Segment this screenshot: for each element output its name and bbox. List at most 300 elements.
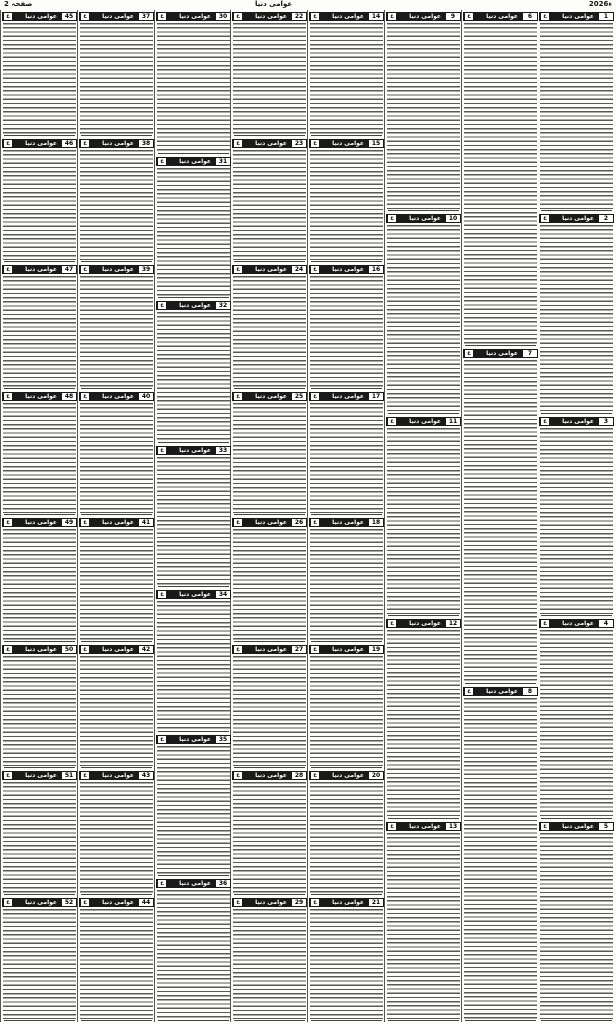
ad-number: 18 bbox=[369, 519, 383, 526]
masthead bbox=[0, 0, 616, 10]
brand-logo-icon: ع bbox=[4, 140, 12, 147]
ad-brand: عوامی دنیا bbox=[25, 266, 57, 273]
ad-body-text bbox=[80, 529, 153, 640]
brand-logo-icon: ع bbox=[541, 418, 549, 425]
ad-number: 46 bbox=[62, 140, 76, 147]
ad-body-text bbox=[233, 656, 306, 767]
brand-logo-icon: ع bbox=[81, 140, 89, 147]
ad-brand: عوامی دنیا bbox=[562, 417, 594, 425]
ad-body-text bbox=[3, 529, 76, 640]
ad-divider bbox=[81, 894, 152, 895]
ad-divider bbox=[234, 641, 305, 642]
ad-brand: عوامی دنیا bbox=[409, 620, 441, 628]
ad-header bbox=[309, 392, 384, 401]
ad-body-text bbox=[310, 909, 383, 1020]
ad-brand: عوامی دنیا bbox=[255, 392, 287, 400]
ad-number: 44 bbox=[139, 899, 153, 906]
ad-divider bbox=[234, 135, 305, 136]
brand-logo-icon: ع bbox=[311, 140, 319, 147]
ad-number: 16 bbox=[369, 266, 383, 273]
ad-body-text bbox=[233, 150, 306, 261]
ad-divider bbox=[465, 683, 536, 684]
ad-body-text bbox=[310, 782, 383, 893]
ad-brand: عوامی دنیا bbox=[179, 302, 211, 310]
brand-logo-icon: ع bbox=[4, 519, 12, 526]
ad-number: 34 bbox=[216, 591, 230, 598]
ad-header bbox=[309, 518, 384, 527]
brand-logo-icon: ع bbox=[81, 13, 89, 20]
ad-body-text bbox=[310, 276, 383, 387]
ad-body-text bbox=[80, 782, 153, 893]
ad-brand: عوامی دنیا bbox=[255, 139, 287, 147]
ad-divider bbox=[541, 615, 612, 616]
ad-body-text bbox=[233, 909, 306, 1020]
ad-header bbox=[79, 139, 154, 148]
ad-body-text bbox=[464, 360, 537, 681]
ad-body-text bbox=[233, 403, 306, 514]
ad-brand: عوامی دنیا bbox=[102, 645, 134, 653]
ad-header bbox=[2, 265, 77, 274]
ad-divider bbox=[4, 767, 75, 768]
ad-header bbox=[386, 417, 461, 426]
ad-brand: عوامی دنیا bbox=[562, 215, 594, 223]
ad-brand: عوامی دنیا bbox=[25, 772, 57, 779]
brand-logo-icon: ع bbox=[388, 620, 396, 627]
ad-brand: عوامی دنیا bbox=[179, 157, 211, 165]
ad-body-text bbox=[3, 150, 76, 261]
ad-body-text bbox=[157, 312, 230, 441]
ad-brand: عوامی دنیا bbox=[179, 13, 211, 20]
ad-number: 9 bbox=[446, 13, 460, 20]
ad-brand: عوامی دنیا bbox=[179, 735, 211, 743]
ad-number: 25 bbox=[292, 393, 306, 400]
ad-header bbox=[156, 446, 231, 455]
brand-logo-icon: ع bbox=[311, 646, 319, 653]
brand-logo-icon: ع bbox=[311, 13, 319, 20]
ad-number: 23 bbox=[292, 140, 306, 147]
ad-divider bbox=[311, 388, 382, 389]
ad-brand: عوامی دنیا bbox=[102, 13, 134, 20]
column-4 bbox=[307, 10, 385, 1022]
ad-brand: عوامی دنیا bbox=[25, 645, 57, 653]
ad-body-text bbox=[3, 23, 76, 134]
ad-header bbox=[386, 822, 461, 831]
ad-number: 19 bbox=[369, 646, 383, 653]
ad-body-text bbox=[387, 833, 460, 1019]
ad-brand: عوامی دنیا bbox=[25, 13, 57, 20]
brand-logo-icon: ع bbox=[81, 393, 89, 400]
ad-brand: عوامی دنیا bbox=[179, 446, 211, 454]
ad-body-text bbox=[387, 23, 460, 209]
ad-divider bbox=[158, 586, 229, 587]
ad-header bbox=[2, 12, 77, 21]
ad-header bbox=[2, 392, 77, 401]
ad-divider bbox=[81, 388, 152, 389]
brand-logo-icon: ع bbox=[81, 266, 89, 273]
ad-header bbox=[156, 157, 231, 166]
ad-header bbox=[539, 417, 614, 426]
brand-logo-icon: ع bbox=[158, 13, 166, 20]
ad-brand: عوامی دنیا bbox=[332, 772, 364, 779]
ad-number: 29 bbox=[292, 899, 306, 906]
brand-logo-icon: ع bbox=[234, 772, 242, 779]
ad-header bbox=[539, 822, 614, 831]
ad-number: 8 bbox=[523, 688, 537, 695]
brand-logo-icon: ع bbox=[158, 302, 166, 309]
ad-divider bbox=[311, 1020, 382, 1021]
ad-header bbox=[156, 735, 231, 744]
brand-logo-icon: ع bbox=[311, 393, 319, 400]
ad-brand: عوامی دنیا bbox=[25, 519, 57, 526]
ad-number: 52 bbox=[62, 899, 76, 906]
ad-divider bbox=[541, 1020, 612, 1021]
ad-brand: عوامی دنیا bbox=[562, 13, 594, 20]
ad-header bbox=[156, 879, 231, 888]
ad-body-text bbox=[80, 909, 153, 1020]
ad-brand: عوامی دنیا bbox=[486, 13, 518, 20]
ad-number: 43 bbox=[139, 772, 153, 779]
ad-body-text bbox=[3, 909, 76, 1020]
ad-number: 37 bbox=[139, 13, 153, 20]
ad-brand: عوامی دنیا bbox=[255, 266, 287, 273]
ad-divider bbox=[158, 875, 229, 876]
ad-brand: عوامی دنیا bbox=[25, 898, 57, 906]
ad-number: 15 bbox=[369, 140, 383, 147]
brand-logo-icon: ع bbox=[4, 393, 12, 400]
ad-number: 2 bbox=[599, 215, 613, 222]
ad-body-text bbox=[233, 529, 306, 640]
ad-brand: عوامی دنیا bbox=[25, 139, 57, 147]
ad-number: 32 bbox=[216, 302, 230, 309]
brand-logo-icon: ع bbox=[4, 899, 12, 906]
ad-number: 36 bbox=[216, 880, 230, 887]
ad-divider bbox=[4, 388, 75, 389]
ad-brand: عوامی دنیا bbox=[332, 898, 364, 906]
ad-header bbox=[232, 771, 307, 780]
ad-brand: عوامی دنیا bbox=[332, 645, 364, 653]
ad-header bbox=[2, 645, 77, 654]
ad-number: 38 bbox=[139, 140, 153, 147]
ad-header bbox=[539, 214, 614, 223]
ad-divider bbox=[81, 514, 152, 515]
column-1 bbox=[538, 10, 615, 1022]
ad-divider bbox=[4, 135, 75, 136]
ad-number: 24 bbox=[292, 266, 306, 273]
brand-logo-icon: ع bbox=[4, 646, 12, 653]
brand-logo-icon: ع bbox=[234, 140, 242, 147]
ad-number: 41 bbox=[139, 519, 153, 526]
ad-number: 39 bbox=[139, 266, 153, 273]
ad-header bbox=[2, 898, 77, 907]
brand-logo-icon: ع bbox=[234, 13, 242, 20]
ad-divider bbox=[81, 641, 152, 642]
ad-body-text bbox=[310, 656, 383, 767]
ad-number: 14 bbox=[369, 13, 383, 20]
ad-header bbox=[2, 139, 77, 148]
ad-brand: عوامی دنیا bbox=[179, 591, 211, 599]
brand-logo-icon: ع bbox=[465, 13, 473, 20]
ad-header bbox=[386, 12, 461, 21]
ad-number: 21 bbox=[369, 899, 383, 906]
ad-brand: عوامی دنیا bbox=[332, 266, 364, 273]
ad-header bbox=[232, 265, 307, 274]
ad-brand: عوامی دنیا bbox=[409, 215, 441, 223]
brand-logo-icon: ع bbox=[81, 899, 89, 906]
ad-body-text bbox=[80, 23, 153, 134]
ad-divider bbox=[311, 767, 382, 768]
ad-divider bbox=[4, 641, 75, 642]
ad-body-text bbox=[80, 150, 153, 261]
ad-number: 1 bbox=[599, 13, 613, 20]
ad-header bbox=[309, 12, 384, 21]
ad-number: 6 bbox=[523, 13, 537, 20]
ad-number: 13 bbox=[446, 823, 460, 830]
brand-logo-icon: ع bbox=[4, 13, 12, 20]
ad-header bbox=[539, 12, 614, 21]
ad-number: 20 bbox=[369, 772, 383, 779]
ad-header bbox=[539, 619, 614, 628]
ad-number: 26 bbox=[292, 519, 306, 526]
ad-body-text bbox=[157, 168, 230, 297]
ad-brand: عوامی دنیا bbox=[409, 417, 441, 425]
ad-divider bbox=[4, 514, 75, 515]
ad-divider bbox=[388, 615, 459, 616]
ad-brand: عوامی دنیا bbox=[409, 822, 441, 830]
paper-name: عوامی دنیا bbox=[255, 0, 293, 8]
brand-logo-icon: ع bbox=[234, 899, 242, 906]
ad-body-text bbox=[3, 276, 76, 387]
ad-body-text bbox=[540, 833, 613, 1019]
ad-body-text bbox=[3, 656, 76, 767]
ad-divider bbox=[158, 153, 229, 154]
ad-number: 49 bbox=[62, 519, 76, 526]
ad-divider bbox=[81, 261, 152, 262]
ad-header bbox=[2, 771, 77, 780]
brand-logo-icon: ع bbox=[388, 13, 396, 20]
ad-body-text bbox=[233, 782, 306, 893]
page-label: صفحہ 2 bbox=[4, 0, 33, 8]
ad-divider bbox=[388, 1020, 459, 1021]
ad-number: 17 bbox=[369, 393, 383, 400]
ad-header bbox=[386, 619, 461, 628]
ad-brand: عوامی دنیا bbox=[332, 519, 364, 526]
ad-header bbox=[79, 518, 154, 527]
ad-body-text bbox=[310, 529, 383, 640]
ad-number: 7 bbox=[523, 350, 537, 357]
ad-divider bbox=[234, 388, 305, 389]
ad-header bbox=[309, 771, 384, 780]
ad-divider bbox=[234, 261, 305, 262]
ad-brand: عوامی دنیا bbox=[486, 350, 518, 358]
brand-logo-icon: ع bbox=[541, 13, 549, 20]
ad-header bbox=[79, 898, 154, 907]
ad-brand: عوامی دنیا bbox=[25, 392, 57, 400]
brand-logo-icon: ع bbox=[388, 823, 396, 830]
ad-brand: عوامی دنیا bbox=[102, 772, 134, 779]
ad-body-text bbox=[157, 601, 230, 730]
ad-header bbox=[309, 139, 384, 148]
ad-body-text bbox=[80, 656, 153, 767]
ad-body-text bbox=[80, 276, 153, 387]
ad-header bbox=[232, 898, 307, 907]
ad-body-text bbox=[387, 225, 460, 411]
ad-divider bbox=[234, 894, 305, 895]
ad-number: 40 bbox=[139, 393, 153, 400]
ad-number: 33 bbox=[216, 447, 230, 454]
brand-logo-icon: ع bbox=[311, 266, 319, 273]
ad-number: 3 bbox=[599, 418, 613, 425]
ad-body-text bbox=[80, 403, 153, 514]
ad-header bbox=[156, 12, 231, 21]
brand-logo-icon: ع bbox=[465, 350, 473, 357]
column-6 bbox=[154, 10, 232, 1022]
ad-divider bbox=[4, 894, 75, 895]
ad-number: 12 bbox=[446, 620, 460, 627]
ad-body-text bbox=[464, 698, 537, 1019]
column-7 bbox=[77, 10, 155, 1022]
ad-brand: عوامی دنیا bbox=[102, 139, 134, 147]
ad-divider bbox=[311, 261, 382, 262]
ad-divider bbox=[81, 135, 152, 136]
brand-logo-icon: ع bbox=[234, 646, 242, 653]
ad-header bbox=[79, 12, 154, 21]
ad-number: 50 bbox=[62, 646, 76, 653]
ad-divider bbox=[311, 894, 382, 895]
ad-brand: عوامی دنیا bbox=[486, 687, 518, 695]
ad-divider bbox=[541, 413, 612, 414]
ad-body-text bbox=[464, 23, 537, 344]
ad-brand: عوامی دنیا bbox=[102, 266, 134, 273]
ad-brand: عوامی دنیا bbox=[255, 772, 287, 779]
brand-logo-icon: ع bbox=[158, 880, 166, 887]
ad-number: 51 bbox=[62, 772, 76, 779]
ad-header bbox=[156, 590, 231, 599]
ad-body-text bbox=[540, 225, 613, 411]
ad-body-text bbox=[387, 428, 460, 614]
brand-logo-icon: ع bbox=[311, 899, 319, 906]
ad-number: 30 bbox=[216, 13, 230, 20]
brand-logo-icon: ع bbox=[234, 519, 242, 526]
ad-header bbox=[309, 645, 384, 654]
ad-divider bbox=[541, 818, 612, 819]
ad-number: 5 bbox=[599, 823, 613, 830]
brand-logo-icon: ع bbox=[234, 266, 242, 273]
ad-body-text bbox=[540, 428, 613, 614]
ad-body-text bbox=[233, 276, 306, 387]
ad-divider bbox=[465, 345, 536, 346]
brand-logo-icon: ع bbox=[81, 646, 89, 653]
column-8 bbox=[0, 10, 78, 1022]
ad-divider bbox=[234, 1020, 305, 1021]
ad-header bbox=[2, 518, 77, 527]
ad-header bbox=[79, 392, 154, 401]
column-2 bbox=[461, 10, 539, 1022]
ad-divider bbox=[81, 767, 152, 768]
ad-divider bbox=[311, 135, 382, 136]
ad-divider bbox=[541, 210, 612, 211]
brand-logo-icon: ع bbox=[388, 418, 396, 425]
ad-number: 48 bbox=[62, 393, 76, 400]
brand-logo-icon: ع bbox=[158, 447, 166, 454]
ad-brand: عوامی دنیا bbox=[562, 620, 594, 628]
column-5 bbox=[230, 10, 308, 1022]
ad-body-text bbox=[157, 457, 230, 586]
ad-body-text bbox=[233, 23, 306, 134]
ad-header bbox=[232, 518, 307, 527]
ad-divider bbox=[4, 261, 75, 262]
ad-brand: عوامی دنیا bbox=[332, 139, 364, 147]
ad-brand: عوامی دنیا bbox=[332, 13, 364, 20]
ad-divider bbox=[465, 1020, 536, 1021]
ad-body-text bbox=[3, 403, 76, 514]
ad-body-text bbox=[540, 630, 613, 816]
ad-divider bbox=[388, 210, 459, 211]
ad-divider bbox=[4, 1020, 75, 1021]
ad-body-text bbox=[157, 746, 230, 875]
ad-body-text bbox=[540, 23, 613, 209]
ad-header bbox=[232, 139, 307, 148]
brand-logo-icon: ع bbox=[311, 772, 319, 779]
ad-header bbox=[232, 392, 307, 401]
brand-logo-icon: ع bbox=[465, 688, 473, 695]
ad-divider bbox=[311, 514, 382, 515]
ad-brand: عوامی دنیا bbox=[255, 519, 287, 526]
column-3 bbox=[384, 10, 462, 1022]
ad-number: 31 bbox=[216, 158, 230, 165]
ad-header bbox=[79, 265, 154, 274]
ad-body-text bbox=[157, 23, 230, 152]
ad-brand: عوامی دنیا bbox=[332, 392, 364, 400]
ad-header bbox=[309, 898, 384, 907]
ad-body-text bbox=[310, 23, 383, 134]
brand-logo-icon: ع bbox=[158, 591, 166, 598]
brand-logo-icon: ع bbox=[158, 736, 166, 743]
brand-logo-icon: ع bbox=[234, 393, 242, 400]
ad-brand: عوامی دنیا bbox=[102, 519, 134, 526]
ad-brand: عوامی دنیا bbox=[562, 822, 594, 830]
ad-number: 11 bbox=[446, 418, 460, 425]
brand-logo-icon: ع bbox=[81, 519, 89, 526]
brand-logo-icon: ع bbox=[81, 772, 89, 779]
ad-brand: عوامی دنیا bbox=[409, 13, 441, 20]
ad-brand: عوامی دنیا bbox=[102, 898, 134, 906]
ad-divider bbox=[234, 767, 305, 768]
brand-logo-icon: ع bbox=[4, 772, 12, 779]
ad-header bbox=[463, 349, 538, 358]
ad-divider bbox=[388, 818, 459, 819]
ad-divider bbox=[158, 442, 229, 443]
ad-header bbox=[463, 12, 538, 21]
ad-number: 35 bbox=[216, 736, 230, 743]
ad-header bbox=[463, 687, 538, 696]
ad-body-text bbox=[310, 403, 383, 514]
ad-brand: عوامی دنیا bbox=[255, 645, 287, 653]
ad-divider bbox=[158, 731, 229, 732]
date-label: 2026ء bbox=[588, 0, 612, 8]
ad-number: 22 bbox=[292, 13, 306, 20]
ad-header bbox=[386, 214, 461, 223]
ad-brand: عوامی دنیا bbox=[179, 880, 211, 888]
ad-header bbox=[156, 301, 231, 310]
brand-logo-icon: ع bbox=[4, 266, 12, 273]
ad-header bbox=[79, 645, 154, 654]
ad-number: 47 bbox=[62, 266, 76, 273]
ad-body-text bbox=[387, 630, 460, 816]
ad-header bbox=[309, 265, 384, 274]
ad-number: 42 bbox=[139, 646, 153, 653]
brand-logo-icon: ع bbox=[311, 519, 319, 526]
brand-logo-icon: ع bbox=[158, 158, 166, 165]
